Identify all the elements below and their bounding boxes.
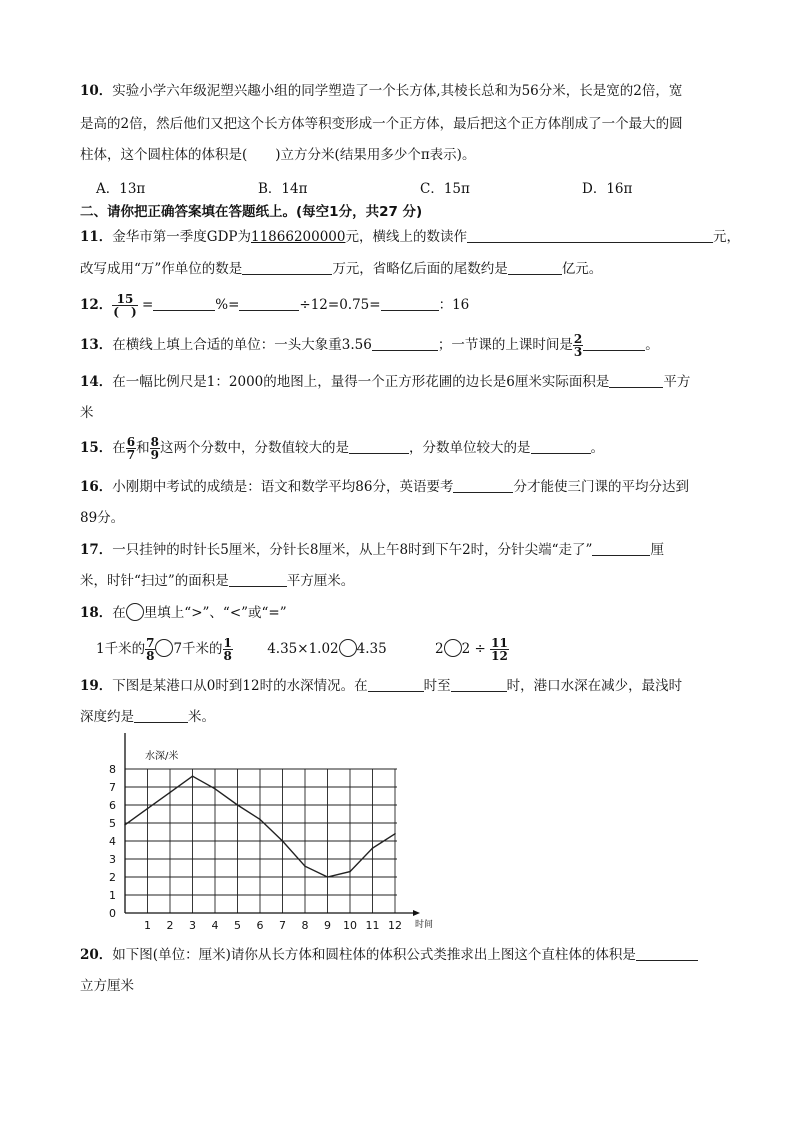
q11-blank-3[interactable] xyxy=(508,260,562,275)
q17-number: 17． xyxy=(80,542,113,558)
q18-number: 18． xyxy=(80,605,113,621)
water-depth-point xyxy=(394,833,396,835)
q20-line1 xyxy=(80,946,698,964)
q18-line2 xyxy=(96,634,509,664)
y-tick-label: 0 xyxy=(109,907,116,920)
water-depth-point xyxy=(237,804,239,806)
q17-text-c: 米，时针“扫过”的面积是 xyxy=(80,573,229,589)
q12-blank-2[interactable] xyxy=(239,296,299,311)
x-axis-title: 时间 xyxy=(415,920,434,930)
water-depth-point xyxy=(282,840,284,842)
x-tick-label: 5 xyxy=(234,919,241,932)
q19-line1 xyxy=(80,677,682,695)
water-depth-point xyxy=(259,819,261,821)
q16-line1 xyxy=(80,478,689,496)
q16-text-a: 小刚期中考试的成绩是：语文和数学平均86分，英语要考 xyxy=(112,479,454,495)
q15-number: 15． xyxy=(80,440,113,456)
section-2-heading: 二、请你把正确答案填在答题纸上。(每空1分，共27 分) xyxy=(80,204,423,220)
q18-c1-compare-circle[interactable] xyxy=(155,639,173,657)
q15-fraction-1 xyxy=(126,436,136,461)
y-tick-label: 7 xyxy=(109,781,116,794)
q19-blank-2[interactable] xyxy=(451,677,507,692)
q14-text-b: 平方 xyxy=(663,374,691,390)
x-tick-label: 11 xyxy=(365,919,380,932)
q15-text-c: ，分数单位较大的是 xyxy=(409,440,531,456)
q12-division: ÷12=0.75= xyxy=(299,297,381,313)
q13-fraction-denominator: 3 xyxy=(573,345,583,359)
q17-blank-1[interactable] xyxy=(592,541,650,556)
q18-line1 xyxy=(80,603,287,622)
q12-equals: = xyxy=(141,297,154,313)
q13-blank-2[interactable] xyxy=(583,336,645,351)
y-axis-title: 水深/米 xyxy=(145,751,179,762)
q10-text-3a: 柱体，这个圆柱体的体积是( xyxy=(80,147,248,163)
water-depth-point xyxy=(192,775,194,777)
q17-text-a: 一只挂钟的时针长5厘米，分针长8厘米，从上午8时到下午2时，分针尖端“走了” xyxy=(112,542,593,558)
q17-line1 xyxy=(80,541,664,559)
q11-text-e: 万元，省略亿后面的尾数约是 xyxy=(332,261,508,277)
q18-c1-fraction-1 xyxy=(145,637,155,662)
q15-text-a: 在 xyxy=(112,440,126,456)
q18-c3-left: 2 xyxy=(435,641,444,657)
water-depth-point xyxy=(214,788,216,790)
q15-blank-1[interactable] xyxy=(349,439,409,454)
y-tick-label: 6 xyxy=(109,799,116,812)
q15-fraction-2 xyxy=(150,436,160,461)
x-tick-label: 6 xyxy=(256,919,264,932)
q18-c2-compare-circle[interactable] xyxy=(339,639,357,657)
q18-c1-fraction-1-denominator: 8 xyxy=(146,649,155,663)
q18-text-a: 在 xyxy=(112,605,126,621)
q18-c2-right: 4.35 xyxy=(356,641,387,657)
q18-c1-fraction-2-numerator: 1 xyxy=(223,636,232,650)
q11-text-f: 亿元。 xyxy=(561,261,603,277)
q18-c1-fraction-2 xyxy=(223,637,233,662)
q15-and: 和 xyxy=(136,440,150,456)
q18-text-b: 里填上“>”、“<”或“=” xyxy=(143,605,287,621)
q10-option-d[interactable]: D．16π xyxy=(582,181,633,197)
q11-blank-1[interactable] xyxy=(467,228,713,243)
y-tick-label: 5 xyxy=(109,817,116,830)
q15-line xyxy=(80,434,604,462)
q13-fraction-numerator: 2 xyxy=(573,332,583,346)
water-depth-point xyxy=(304,865,306,867)
q11-blank-2[interactable] xyxy=(242,260,332,275)
x-tick-label: 8 xyxy=(301,919,309,932)
q16-blank-1[interactable] xyxy=(453,478,513,493)
q17-line2 xyxy=(80,572,354,590)
q14-blank-1[interactable] xyxy=(609,373,663,388)
q18-c3-fraction xyxy=(490,637,509,662)
q15-fraction-1-denominator: 7 xyxy=(126,448,136,462)
q16-number: 16． xyxy=(80,479,113,495)
q18-c1-left: 1千米的 xyxy=(96,641,146,657)
water-depth-point xyxy=(147,808,149,810)
q10-option-b[interactable]: B．14π xyxy=(258,181,308,197)
q18-example-circle xyxy=(126,603,144,621)
q19-text-d: 深度约是 xyxy=(80,709,134,725)
q15-fraction-1-numerator: 6 xyxy=(126,435,136,449)
q11-number: 11． xyxy=(80,229,113,245)
y-tick-label: 2 xyxy=(109,871,116,884)
q12-line xyxy=(80,290,469,320)
q15-fraction-2-numerator: 8 xyxy=(150,435,160,449)
y-tick-label: 8 xyxy=(109,763,116,776)
water-depth-point xyxy=(349,871,351,873)
q14-line2: 米 xyxy=(80,405,94,421)
q20-blank-1[interactable] xyxy=(636,946,698,961)
water-depth-point xyxy=(124,824,126,826)
x-tick-label: 3 xyxy=(189,919,196,932)
q10-number: 10． xyxy=(80,83,113,99)
q15-text-b: 这两个分数中，分数值较大的是 xyxy=(160,440,350,456)
q10-option-c[interactable]: C．15π xyxy=(420,181,470,197)
water-depth-point xyxy=(327,876,329,878)
q18-c3-fraction-numerator: 11 xyxy=(491,636,508,650)
q10-text-1: 实验小学六年级泥塑兴趣小组的同学塑造了一个长方体,其棱长总和为56分米，长是宽的2倍，宽 xyxy=(112,83,683,99)
q13-number: 13． xyxy=(80,337,113,353)
q11-text-b: 元，横线上的数读作 xyxy=(345,229,467,245)
q12-ratio: ：16 xyxy=(438,297,470,313)
q12-fraction-denominator[interactable]: ( ) xyxy=(113,305,137,319)
x-tick-label: 10 xyxy=(343,919,357,932)
q17-text-b: 厘 xyxy=(650,542,664,558)
q10-text-3b: )立方分米(结果用多少个π表示)。 xyxy=(275,147,476,163)
water-depth-point xyxy=(372,847,374,849)
q12-fraction xyxy=(112,293,137,318)
x-axis-arrow xyxy=(413,910,420,916)
q13-fraction xyxy=(573,333,583,358)
q19-text-c: 时，港口水深在减少，最浅时 xyxy=(506,678,683,694)
q18-c3-right: 2 ÷ xyxy=(461,641,486,657)
y-tick-label: 4 xyxy=(109,835,116,848)
q18-c1-fraction-2-denominator: 8 xyxy=(223,649,232,663)
q11-text-d: 改写成用“万”作单位的数是 xyxy=(80,261,243,277)
q14-text-a: 在一幅比例尺是1：2000的地图上，量得一个正方形花圃的边长是6厘米实际面积是 xyxy=(112,374,610,390)
q15-end: 。 xyxy=(590,440,605,456)
q10-line3 xyxy=(80,146,475,164)
y-tick-label: 1 xyxy=(109,889,116,902)
q14-line1 xyxy=(80,373,690,391)
x-tick-label: 2 xyxy=(166,919,174,932)
x-tick-label: 7 xyxy=(279,919,286,932)
q11-line1 xyxy=(80,228,740,246)
q17-text-d: 平方厘米。 xyxy=(286,573,355,589)
q19-text-b: 时至 xyxy=(423,678,451,694)
q16-line2: 89分。 xyxy=(80,510,125,526)
q15-fraction-2-denominator: 9 xyxy=(150,448,160,462)
q19-blank-3[interactable] xyxy=(134,708,188,723)
q12-blank-3[interactable] xyxy=(381,296,439,311)
q18-c1-right: 7千米的 xyxy=(173,641,223,657)
water-depth-point xyxy=(169,792,171,794)
q11-text-c: 元， xyxy=(712,229,740,245)
q11-line2 xyxy=(80,260,602,278)
q12-number: 12． xyxy=(80,297,113,313)
q18-c1-fraction-1-numerator: 7 xyxy=(146,636,155,650)
q19-number: 19． xyxy=(80,678,113,694)
q13-text-b: ；一节课的上课时间是 xyxy=(437,337,573,353)
x-tick-label: 12 xyxy=(388,919,402,932)
q19-blank-1[interactable] xyxy=(368,677,424,692)
y-tick-label: 3 xyxy=(109,853,116,866)
x-tick-label: 4 xyxy=(211,919,219,932)
q10-line1 xyxy=(80,82,682,100)
q20-line2: 立方厘米 xyxy=(80,978,134,994)
q11-text-a: 金华市第一季度GDP为 xyxy=(112,229,251,245)
q16-text-b: 分才能使三门课的平均分达到 xyxy=(513,479,689,495)
q14-number: 14． xyxy=(80,374,113,390)
q12-percent: %= xyxy=(215,297,240,313)
q15-blank-2[interactable] xyxy=(531,439,591,454)
q13-text-a: 在横线上填上合适的单位：一头大象重3.56 xyxy=(112,337,372,353)
x-tick-label: 9 xyxy=(324,919,331,932)
q19-text-e: 米。 xyxy=(188,709,215,725)
q10-option-a[interactable]: A．13π xyxy=(96,181,146,197)
q19-text-a: 下图是某港口从0时到12时的水深情况。在 xyxy=(112,678,368,694)
q13-end: 。 xyxy=(645,337,659,353)
q20-text-a: 如下图(单位：厘米)请你从长方体和圆柱体的体积公式类推求出上图这个直柱体的体积是 xyxy=(112,947,636,963)
q12-blank-1[interactable] xyxy=(153,296,215,311)
q18-c3-fraction-denominator: 12 xyxy=(491,649,508,663)
q11-gdp-value: 11866200000 xyxy=(251,229,346,245)
q20-number: 20． xyxy=(80,947,113,963)
q18-c2-left: 4.35×1.02 xyxy=(267,641,339,657)
q18-c3-compare-circle[interactable] xyxy=(444,639,462,657)
q10-line2: 是高的2倍，然后他们又把这个长方体等积变形成一个正方体，最后把这个正方体削成了一个最大的圆 xyxy=(80,116,683,132)
q12-fraction-numerator: 15 xyxy=(112,293,137,306)
q17-blank-2[interactable] xyxy=(229,572,287,587)
water-depth-chart xyxy=(100,730,450,935)
q13-blank-1[interactable] xyxy=(372,336,438,351)
q19-line2 xyxy=(80,708,215,726)
x-tick-label: 1 xyxy=(144,919,151,932)
q13-line xyxy=(80,332,659,358)
